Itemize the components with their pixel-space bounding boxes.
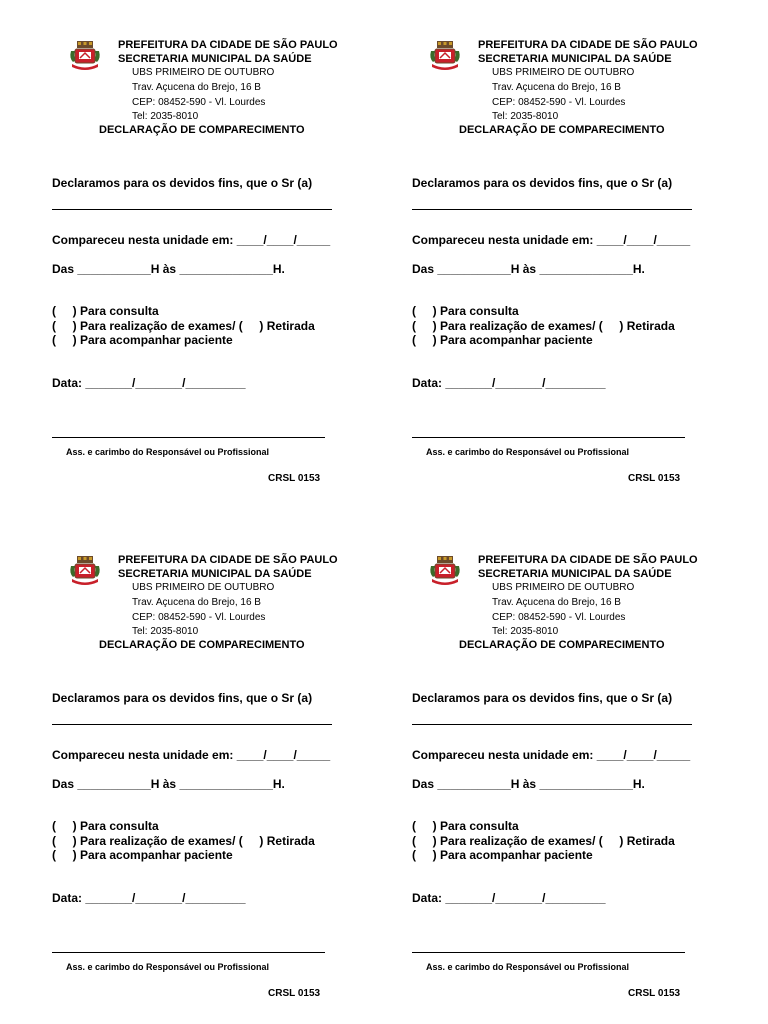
health-secretariat-title: SECRETARIA MUNICIPAL DA SAÚDE bbox=[478, 53, 672, 65]
unit-phone: Tel: 2035-8010 bbox=[132, 626, 199, 637]
attendance-hours-field[interactable]: Das ___________H às ______________H. bbox=[412, 262, 645, 276]
option-accompany-checkbox[interactable]: ( ) Para acompanhar paciente bbox=[52, 333, 233, 347]
unit-address: Trav. Açucena do Brejo, 16 B bbox=[492, 82, 621, 93]
health-secretariat-title: SECRETARIA MUNICIPAL DA SAÚDE bbox=[478, 568, 672, 580]
option-accompany-checkbox[interactable]: ( ) Para acompanhar paciente bbox=[412, 333, 593, 347]
health-secretariat-title: SECRETARIA MUNICIPAL DA SAÚDE bbox=[118, 53, 312, 65]
option-consultation-checkbox[interactable]: ( ) Para consulta bbox=[412, 819, 519, 833]
attendance-hours-field[interactable]: Das ___________H às ______________H. bbox=[412, 777, 645, 791]
date-field[interactable]: Data: _______/_______/_________ bbox=[52, 891, 246, 905]
date-field[interactable]: Data: _______/_______/_________ bbox=[412, 891, 606, 905]
city-coat-of-arms-logo bbox=[68, 555, 102, 589]
unit-address: Trav. Açucena do Brejo, 16 B bbox=[492, 597, 621, 608]
attendance-hours-field[interactable]: Das ___________H às ______________H. bbox=[52, 262, 285, 276]
option-consultation-checkbox[interactable]: ( ) Para consulta bbox=[52, 304, 159, 318]
declaration-statement: Declaramos para os devidos fins, que o Sr (a) bbox=[52, 176, 313, 190]
signature-caption: Ass. e carimbo do Responsável ou Profissional bbox=[426, 447, 630, 457]
form-code: CRSL 0153 bbox=[268, 473, 321, 484]
patient-name-line[interactable] bbox=[412, 724, 692, 725]
unit-cep: CEP: 08452-590 - Vl. Lourdes bbox=[132, 97, 266, 108]
health-secretariat-title: SECRETARIA MUNICIPAL DA SAÚDE bbox=[118, 568, 312, 580]
signature-caption: Ass. e carimbo do Responsável ou Profissional bbox=[426, 962, 630, 972]
unit-address: Trav. Açucena do Brejo, 16 B bbox=[132, 82, 261, 93]
declaration-form bbox=[52, 547, 392, 1017]
signature-line[interactable] bbox=[412, 437, 685, 438]
unit-phone: Tel: 2035-8010 bbox=[492, 626, 559, 637]
unit-address: Trav. Açucena do Brejo, 16 B bbox=[132, 597, 261, 608]
option-consultation-checkbox[interactable]: ( ) Para consulta bbox=[52, 819, 159, 833]
attendance-date-field[interactable]: Compareceu nesta unidade em: ____/____/_____ bbox=[412, 233, 691, 247]
signature-line[interactable] bbox=[412, 952, 685, 953]
health-unit-name: UBS PRIMEIRO DE OUTUBRO bbox=[132, 582, 275, 593]
attendance-date-field[interactable]: Compareceu nesta unidade em: ____/____/_____ bbox=[412, 748, 691, 762]
option-accompany-checkbox[interactable]: ( ) Para acompanhar paciente bbox=[52, 848, 233, 862]
document-title: DECLARAÇÃO DE COMPARECIMENTO bbox=[459, 124, 665, 136]
signature-caption: Ass. e carimbo do Responsável ou Profissional bbox=[66, 962, 270, 972]
declaration-statement: Declaramos para os devidos fins, que o Sr (a) bbox=[412, 176, 673, 190]
city-hall-title: PREFEITURA DA CIDADE DE SÃO PAULO bbox=[478, 39, 698, 51]
option-exams-checkbox[interactable]: ( ) Para realização de exames/ ( ) Retirada bbox=[52, 319, 315, 333]
date-field[interactable]: Data: _______/_______/_________ bbox=[412, 376, 606, 390]
declaration-statement: Declaramos para os devidos fins, que o Sr (a) bbox=[412, 691, 673, 705]
document-title: DECLARAÇÃO DE COMPARECIMENTO bbox=[459, 639, 665, 651]
city-hall-title: PREFEITURA DA CIDADE DE SÃO PAULO bbox=[118, 554, 338, 566]
unit-phone: Tel: 2035-8010 bbox=[132, 111, 199, 122]
declaration-statement: Declaramos para os devidos fins, que o Sr (a) bbox=[52, 691, 313, 705]
declaration-form bbox=[412, 32, 752, 502]
option-consultation-checkbox[interactable]: ( ) Para consulta bbox=[412, 304, 519, 318]
unit-cep: CEP: 08452-590 - Vl. Lourdes bbox=[492, 612, 626, 623]
city-hall-title: PREFEITURA DA CIDADE DE SÃO PAULO bbox=[478, 554, 698, 566]
attendance-date-field[interactable]: Compareceu nesta unidade em: ____/____/_____ bbox=[52, 233, 331, 247]
form-code: CRSL 0153 bbox=[268, 988, 321, 999]
option-accompany-checkbox[interactable]: ( ) Para acompanhar paciente bbox=[412, 848, 593, 862]
patient-name-line[interactable] bbox=[52, 209, 332, 210]
city-coat-of-arms-logo bbox=[428, 40, 462, 74]
signature-line[interactable] bbox=[52, 437, 325, 438]
health-unit-name: UBS PRIMEIRO DE OUTUBRO bbox=[492, 582, 635, 593]
patient-name-line[interactable] bbox=[412, 209, 692, 210]
attendance-hours-field[interactable]: Das ___________H às ______________H. bbox=[52, 777, 285, 791]
health-unit-name: UBS PRIMEIRO DE OUTUBRO bbox=[132, 67, 275, 78]
city-coat-of-arms-logo bbox=[68, 40, 102, 74]
health-unit-name: UBS PRIMEIRO DE OUTUBRO bbox=[492, 67, 635, 78]
city-hall-title: PREFEITURA DA CIDADE DE SÃO PAULO bbox=[118, 39, 338, 51]
city-coat-of-arms-logo bbox=[428, 555, 462, 589]
signature-caption: Ass. e carimbo do Responsável ou Profissional bbox=[66, 447, 270, 457]
unit-cep: CEP: 08452-590 - Vl. Lourdes bbox=[492, 97, 626, 108]
form-code: CRSL 0153 bbox=[628, 473, 681, 484]
document-title: DECLARAÇÃO DE COMPARECIMENTO bbox=[99, 124, 305, 136]
option-exams-checkbox[interactable]: ( ) Para realização de exames/ ( ) Retirada bbox=[412, 319, 675, 333]
option-exams-checkbox[interactable]: ( ) Para realização de exames/ ( ) Retirada bbox=[52, 834, 315, 848]
date-field[interactable]: Data: _______/_______/_________ bbox=[52, 376, 246, 390]
attendance-date-field[interactable]: Compareceu nesta unidade em: ____/____/_____ bbox=[52, 748, 331, 762]
patient-name-line[interactable] bbox=[52, 724, 332, 725]
unit-cep: CEP: 08452-590 - Vl. Lourdes bbox=[132, 612, 266, 623]
unit-phone: Tel: 2035-8010 bbox=[492, 111, 559, 122]
document-title: DECLARAÇÃO DE COMPARECIMENTO bbox=[99, 639, 305, 651]
option-exams-checkbox[interactable]: ( ) Para realização de exames/ ( ) Retirada bbox=[412, 834, 675, 848]
declaration-form bbox=[52, 32, 392, 502]
form-code: CRSL 0153 bbox=[628, 988, 681, 999]
declaration-form bbox=[412, 547, 752, 1017]
signature-line[interactable] bbox=[52, 952, 325, 953]
